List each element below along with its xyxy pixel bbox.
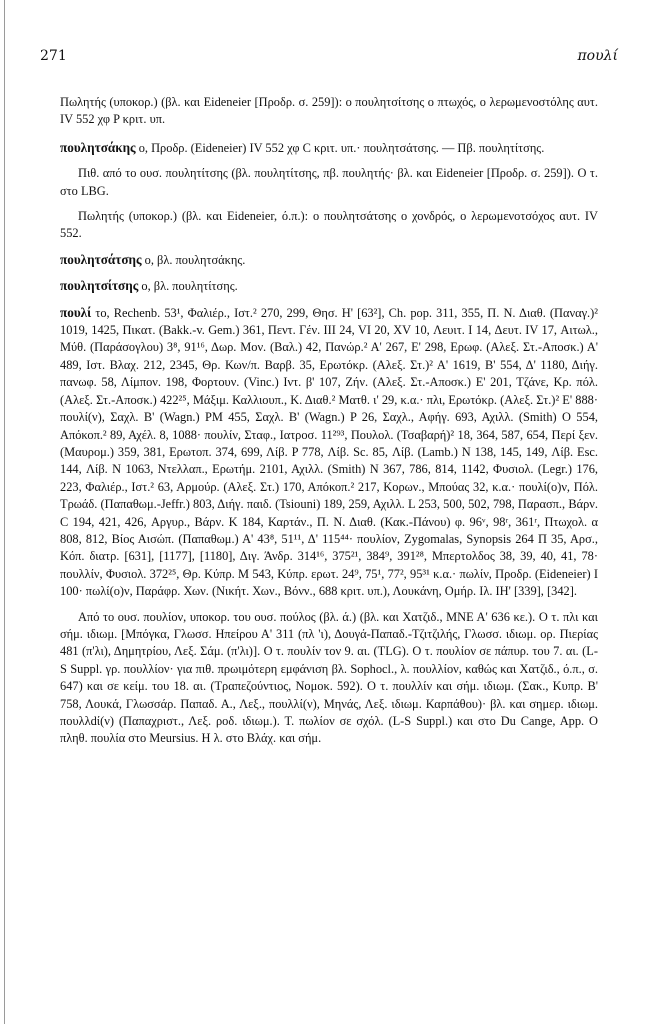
- lemma-headword: πουλητσάκης: [60, 139, 136, 155]
- etymology-paragraph: Από το ουσ. πουλίον, υποκορ. του ουσ. πούλος (βλ. ά.) (βλ. και Χατζιδ., ΜΝΕ Α' 636 κε.). Ο τ. πλι και σήμ. ιδιωμ. [Μπόγκα, Γλωσσ. Ηπείρου Α' 311 (πλ 'ι), Δουγά-Παπαδ.-Τζιτζιλής, Γλωσσ. ιδιωμ. ορ. Πιερίας 481 (π'λι), Δημητρίου, Λεξ. Σάμ. (π'λι)]. Ο τ. πουλίν τον 9. αι. (TLG). Ο τ. πουλίον σε πάπυρ. του 7. αι. (L-S Suppl. γρ. πουλλίον· για πιθ. πρωιμότερη εμφάνιση βλ. Sophocl., λ. πουλλίον, καθώς και Χατζιδ., ό.π., σ. 647) και σε κείμ. του 18. αι. (Τραπεζούντιος, Νομοκ. 592). Ο τ. πουλλίν και σήμ. ιδιωμ. (Σακ., Κυπρ. Β' 758, Λουκά, Γλωσσάρ. Παπαδ. Α., Λεξ., πουλλί(ν), Μηνάς, Λεξ. ιδιωμ. Καρπάθου)· βλ. και σημερ. ιδιωμ. πουλλdί(ν) (Παπαχριστ., Λεξ. ροδ. ιδιωμ.). Τ. πωλίον σε σχόλ. (L-S Suppl.) και στο Du Cange, App. Ο πληθ. πουλία στο Meursius. Η λ. στο Βλάχ. και σήμ.: [60, 609, 598, 746]
- sense-paragraph: Πωλητής (υποκορ.) (βλ. και Eideneier, ό.π.): ο πουλητσάτσης ο χονδρός, ο λερωμενοτσόχος αυτ. IV 552.: [60, 209, 598, 241]
- running-title: πουλί: [577, 48, 618, 64]
- entry-povlitsatsis: [60, 251, 598, 269]
- page-edge: [4, 0, 5, 1024]
- entry-text: ο, βλ. πουλητσάκης.: [141, 252, 246, 267]
- lemma-headword: πουλητσίτσης: [60, 278, 139, 294]
- continuation-line: ο λερωμενοστόλης αυτ. IV 552 χφ P κριτ. υπ.: [60, 95, 599, 127]
- running-head: [40, 48, 618, 64]
- entry-povlitsitsis: [60, 277, 598, 295]
- etymology-paragraph: Πιθ. από το ουσ. πουλητίτσης (βλ. πουλητίτσης, πβ. πουλητής· βλ. και Eideneier [Προδρ. σ. 259]). Ο τ. στο LBG.: [60, 166, 598, 198]
- continuation-paragraph: [60, 94, 598, 129]
- entry-text: το, Rechenb. 53¹, Φαλιέρ., Ιστ.² 270, 299, Θησ. Η' [63²], Ch. pop. 311, 355, Π. Ν. Διαθ. (Παναγ.)² 1019, 1425, Πικατ. (Bakk.-v. Gem.) 361, Πεντ. Γέν. III 24, VI 20, XV 10, Λευιτ. I 14, Δευτ. IV 17, Αιτωλ., Μύθ. (Παράσογλου) 3⁸, 91¹⁶, Δωρ. Μον. (Βαλ.) 42, Πανώρ.² Α' 267, Ε' 298, Ερωφ. (Αλεξ. Στ.-Αποσκ.) Α' 489, Ιστ. Βλαχ. 212, 2345, Θρ. Κων/π. Βαρβ. 35, Ερωτόκρ. (Αλεξ. Στ.)² Α' 1619, Β' 554, Δ' 1180, Διήγ. πανωφ. 58, Λίμπον. 198, Φορτουν. (Vinc.) Ιντ. β' 107, Ζήν. (Αλεξ. Στ.-Αποσκ.) Ε' 201, Τζάνε, Κρ. πόλ. (Αλεξ. Στ.-Αποσκ.) 422²⁵, Μάξιμ. Καλλιουπ., Κ. Διαθ.² Ματθ. ι' 29, κ.α.· πλι, Ερωτόκρ. (Αλεξ. Στ.)² Ε' 888· πουλί(ν), Σαχλ. Β' (Wagn.) PM 455, Σαχλ. Β' (Wagn.) P 26, Σαχλ., Αφήγ. 693, Αχιλλ. (Smith) O 554, Απόκοπ.² 89, Αχέλ. 8, 1088· πουλίν, Σταφ., Ιατροσ. 11²⁹³, Πουλολ. (Τσαβαρή)² 18, 364, 587, 654, Περί ξεν. (Μαυρομ.) 359, 381, Ερωτοπ. 374, 699, Λίβ. P 778, Λίβ. Sc. 85, Λίβ. (Lamb.) N 138, 145, 149, Λίβ. Esc. 144, Λίβ. N 1063, Ντελλαπ., Ερωτήμ. 2101, Αχιλλ. (Smith) N 367, 786, 814, 1142, Φυσιολ. (Legr.) 176, 223, Φαλιέρ., Ιστ.² 63, Αρμούρ. (Αλεξ. Στ.) 170, Απόκοπ.² 217, Κορων., Μπούας 32, κ.α.· πουλί(ο)ν, Πόλ. Τρωάδ. (Παπαθωμ.-Jeffr.) 803, Διήγ. παιδ. (Tsiouni) 189, 259, Αχιλλ. L 253, 500, 502, 798, Παρασπ., Βάρν. C 194, 421, 426, Αργυρ., Βάρν. K 184, Καρτάν., Π. Ν. Διαθ. (Κακ.-Πάνου) φ. 96ᵛ, 98ʳ, 361ʳ, Πτωχολ. α 808, 812, Βίος Αισώπ. (Παπαθωμ.) Α' 43⁸, 51¹¹, Δ' 115⁴⁴· πουλίον, Zygomalas, Synopsis 264 Π 35, Αρσ., Κόπ. διατρ. [631], [1177], [1180], Διγ. Άνδρ. 314¹⁶, 375²¹, 384⁹, 391²⁸, Μπερτολδος 38, 39, 40, 41, 78· πουλλίν, Φυσιολ. 372²⁵, Θρ. Κύπρ. Μ 543, Κύπρ. ερωτ. 24⁹, 75¹, 77², 95³¹ κ.α.· πωλίν, Προδρ. (Eideneier) I 100· πωλί(ο)ν, Παράφρ. Χων. (Νικήτ. Χων., Βόνν., 688 κριτ. υπ.), Λουκάνη, Ομήρ. Ιλ. ΙΗ' [339], [342].: [60, 305, 598, 599]
- entry-text: ο, Προδρ. (Eideneier) IV 552 χφ C κριτ. υπ.· πουλητσάτσης. — Πβ. πουλητίτσης.: [135, 140, 545, 155]
- entry-pouli: [60, 304, 598, 601]
- lemma-headword: πουλητσάτσης: [60, 251, 142, 267]
- entry-text: ο, βλ. πουλητίτσης.: [138, 279, 238, 294]
- dictionary-text: [60, 94, 598, 756]
- entry-povlitsakis: [60, 139, 598, 157]
- continuation-line: Πωλητής (υποκορ.) (βλ. και Eideneier [Προδρ. σ. 259]): ο πουλητσίτσης ο πτωχός,: [60, 95, 477, 109]
- lemma-headword: πουλί: [60, 304, 92, 320]
- page-number: 271: [40, 48, 67, 64]
